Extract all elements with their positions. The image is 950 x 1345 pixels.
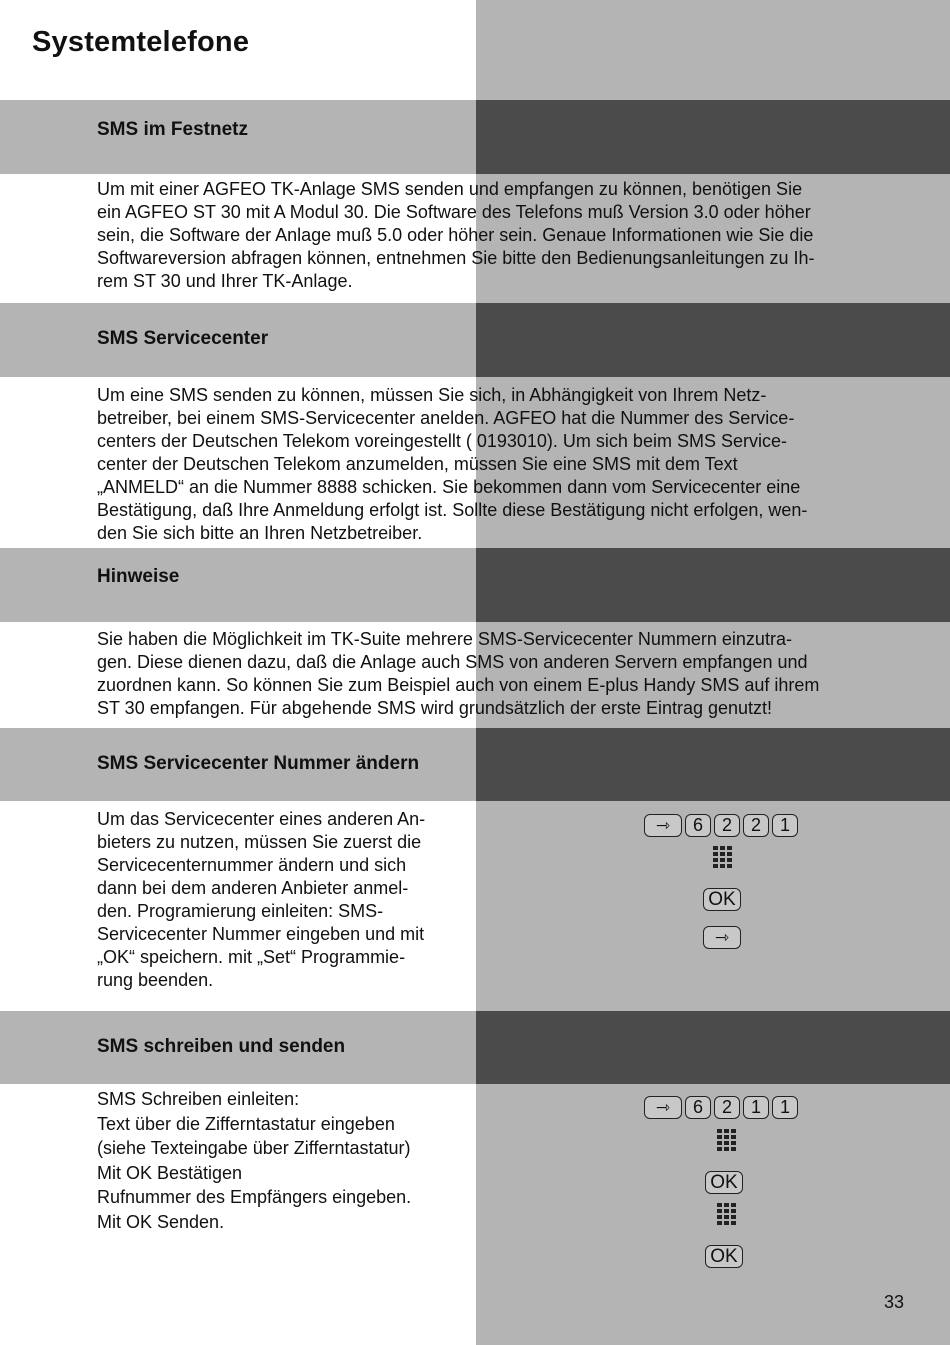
program-key-icon: ⇾ bbox=[644, 814, 682, 837]
section-title-sms-servicecenter: SMS Servicecenter bbox=[97, 328, 269, 349]
section-band-right bbox=[476, 548, 950, 622]
section-text-hinweise: Sie haben die Möglichkeit im TK-Suite mehrere SMS-Servicecenter Nummern einzutra- gen. Diese dienen dazu, daß die Anlage auch SMS von anderen Servern empfangen und zuordnen kann. So können Sie zum Beispiel auch von einem E-plus Handy SMS auf ihrem ST 30 empfangen. Für abgehende SMS wird grundsätzlich der erste Eintrag genutzt! bbox=[97, 629, 820, 718]
ok-key-icon: OK bbox=[703, 888, 741, 911]
section-band-right bbox=[476, 303, 950, 377]
section-text-sms-festnetz: Um mit einer AGFEO TK-Anlage SMS senden und empfangen zu können, benötigen Sie ein AGFEO ST 30 mit A Modul 30. Die Software des Telefons muß Version 3.0 oder höher sein, die Software der Anlage muß 5.0 oder höher sein. Genaue Informationen wie Sie die Softwareversion abfragen können, entnehmen Sie bitte den Bedienungsanleitungen zu Ih- rem ST 30 und Ihrer TK-Anlage. bbox=[97, 179, 815, 291]
digit-key: 1 bbox=[772, 814, 798, 837]
page-number: 33 bbox=[884, 1292, 905, 1312]
ok-key-icon: OK bbox=[705, 1171, 743, 1194]
key-sequence bbox=[644, 814, 798, 837]
section-title-hinweise: Hinweise bbox=[97, 566, 180, 587]
digit-key: 2 bbox=[714, 1096, 740, 1119]
section-title-nummer-aendern: SMS Servicecenter Nummer ändern bbox=[97, 753, 420, 774]
section-text-sms-schreiben: SMS Schreiben einleiten: Text über die Zifferntastatur eingeben (siehe Texteingabe über Zifferntastatur) Mit OK Bestätigen Rufnummer des Empfängers eingeben. Mit OK Senden. bbox=[97, 1089, 412, 1232]
keypad-icon bbox=[716, 1128, 738, 1152]
digit-key: 6 bbox=[685, 1096, 711, 1119]
section-band-right bbox=[476, 728, 950, 801]
keypad-icon bbox=[716, 1202, 738, 1226]
key-sequence bbox=[644, 1096, 798, 1119]
program-key-icon: ⇾ bbox=[703, 926, 741, 949]
program-key-icon: ⇾ bbox=[644, 1096, 682, 1119]
section-title-sms-schreiben: SMS schreiben und senden bbox=[97, 1036, 346, 1057]
section-text-nummer-aendern: Um das Servicecenter eines anderen An- bieters zu nutzen, müssen Sie zuerst die Servicecenternummer ändern und sich dann bei dem anderen Anbieter anmel- den. Programierung einleiten: SMS- Servicecenter Nummer eingeben und mit „OK“ speichern. mit „Set“ Programmie- rung beenden. bbox=[97, 809, 426, 990]
section-title-sms-festnetz: SMS im Festnetz bbox=[97, 119, 248, 140]
digit-key: 1 bbox=[743, 1096, 769, 1119]
ok-key-icon: OK bbox=[705, 1245, 743, 1268]
digit-key: 6 bbox=[685, 814, 711, 837]
section-band-right bbox=[476, 1011, 950, 1084]
section-band-right bbox=[476, 100, 950, 174]
keypad-icon bbox=[712, 845, 734, 869]
digit-key: 1 bbox=[772, 1096, 798, 1119]
section-band-left bbox=[0, 548, 476, 622]
digit-key: 2 bbox=[714, 814, 740, 837]
section-text-sms-servicecenter: Um eine SMS senden zu können, müssen Sie sich, in Abhängigkeit von Ihrem Netz- betreiber, bei einem SMS-Servicecenter anelden. AGFEO hat die Nummer des Service- centers der Deutschen Telekom voreingestellt ( 0193010). Um sich beim SMS Service- center der Deutschen Telekom anzumelden, müssen Sie eine SMS mit dem Text „ANMELD“ an die Nummer 8888 schicken. Sie bekommen dann vom Servicecenter eine Bestätigung, daß Ihre Anmeldung erfolgt ist. Sollte diese Bestätigung nicht erfolgen, wen- den Sie sich bitte an Ihren Netzbetreiber. bbox=[97, 385, 808, 543]
digit-key: 2 bbox=[743, 814, 769, 837]
page-title: Systemtelefone bbox=[32, 26, 250, 58]
